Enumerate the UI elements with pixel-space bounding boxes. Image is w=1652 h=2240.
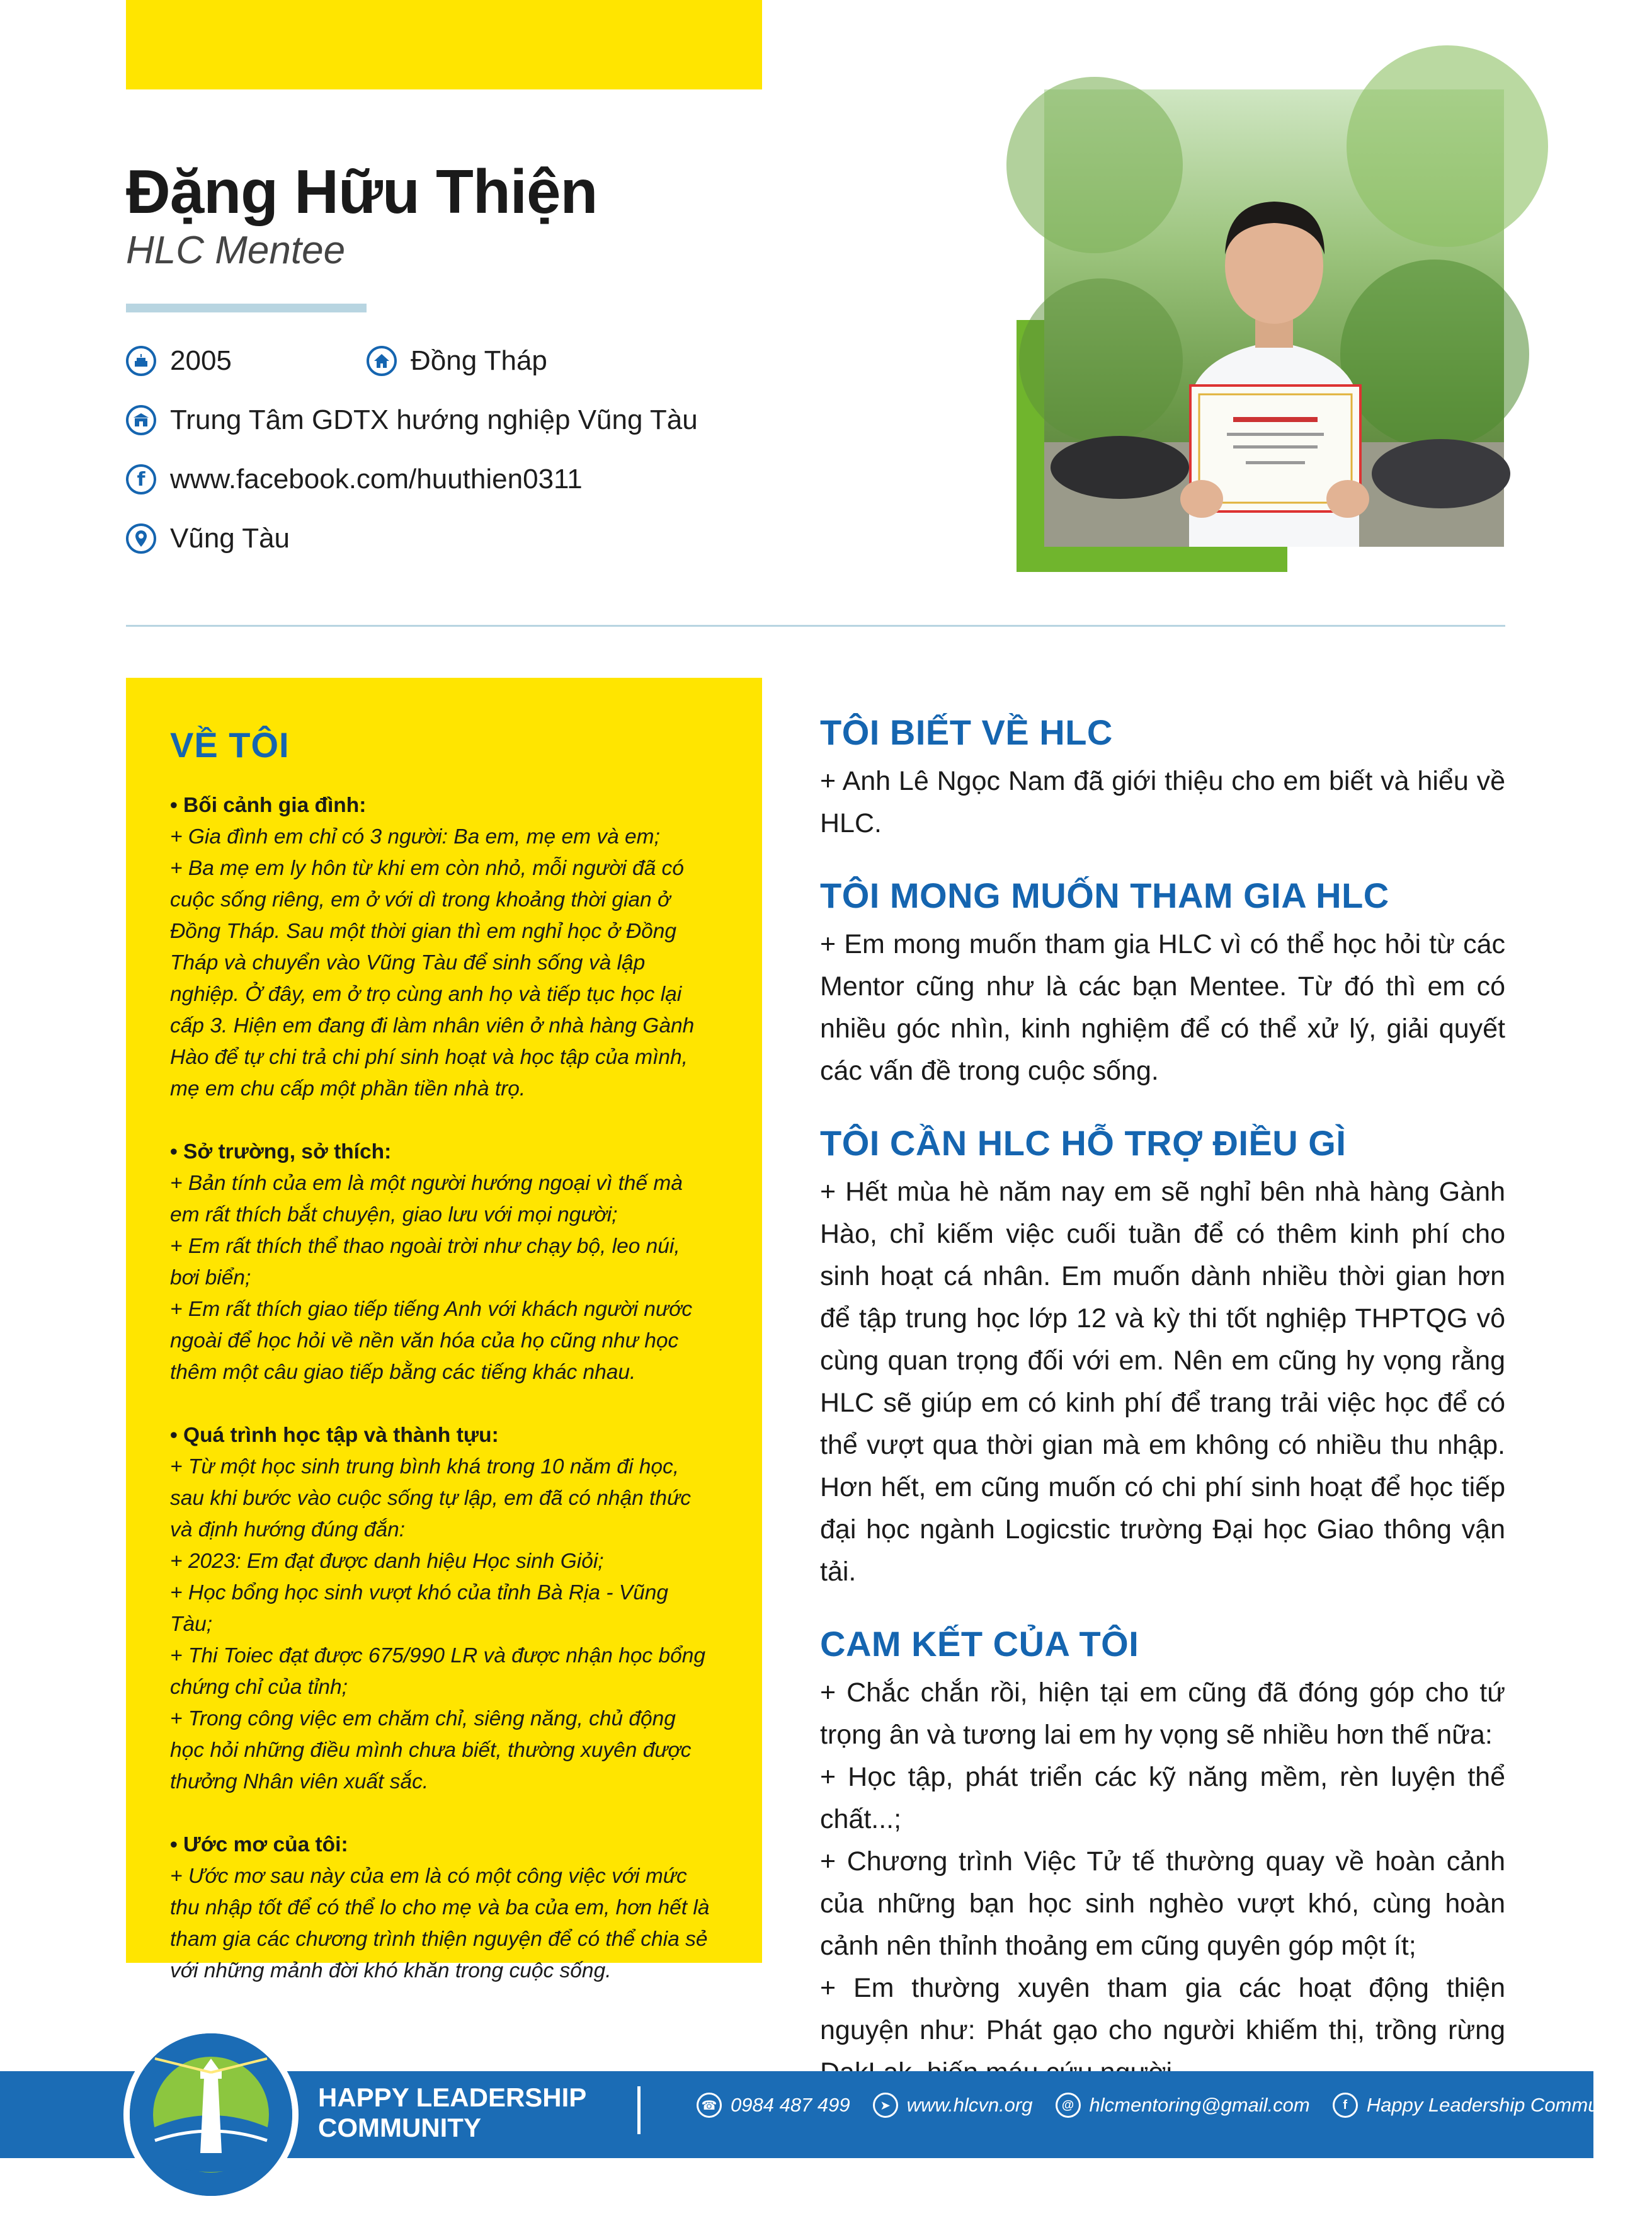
footer-website-text[interactable]: www.hlcvn.org [906,2094,1033,2116]
section-body-want-join [820,923,1505,1092]
about-section-heading: • Quá trình học tập và thành tựu: [170,1424,499,1447]
birth-year-text: 2005 [170,345,232,376]
footer-facebook-text[interactable]: Happy Leadership Community [1366,2094,1629,2116]
about-line: + Thi Toiec đạt được 675/990 LR và được nhận học bổng chứng chỉ của tỉnh; [170,1644,705,1699]
paragraph: + Chương trình Việc Tử tế thường quay về hoàn cảnh của những bạn học sinh nghèo vượt khó, cùng hoàn cảnh nên thỉnh thoảng em cũng quyên góp một ít; [820,1846,1505,1961]
home-icon [367,346,397,376]
about-line: + Em rất thích giao tiếp tiếng Anh với khách người nước ngoài để học hỏi về nền văn hóa của họ cũng như học thêm một câu giao tiếp bằng các tiếng khác nhau. [170,1298,693,1384]
footer-facebook[interactable] [1333,2093,1629,2118]
footer-org-line1: HAPPY LEADERSHIP [318,2083,587,2112]
about-section-heading: • Bối cảnh gia đình: [170,794,367,817]
about-line: + Ước mơ sau này của em là có một công việc với mức thu nhập tốt để có thể lo cho mẹ và ba của em, hơn hết là tham gia các chương trình thiện nguyện để có thể chia sẻ với những mảnh đời khó khăn trong cuộc sống. [170,1865,710,1982]
paragraph: + Em mong muốn tham gia HLC vì có thể học hỏi từ các Mentor cũng như là các bạn Mentee. Từ đó thì em có nhiều góc nhìn, kinh nghiệm để có thể xử lý, giải quyết các vấn đề trong cuộc sống. [820,929,1505,1086]
about-line: + Gia đình em chỉ có 3 người: Ba em, mẹ em và em; [170,825,660,849]
section-title-need-support: TÔI CẦN HLC HỖ TRỢ ĐIỀU GÌ [820,1123,1347,1163]
section-title-know-hlc: TÔI BIẾT VỀ HLC [820,712,1113,752]
footer-phone[interactable] [697,2093,850,2118]
location-text: Vũng Tàu [170,523,290,554]
footer-email[interactable] [1056,2093,1310,2118]
paragraph: + Em thường xuyên tham gia các hoạt động thiện nguyện như: Phát gạo cho người khiếm thị, trồng rừng [820,1973,1505,2045]
section-title-want-join: TÔI MONG MUỐN THAM GIA HLC [820,876,1389,915]
paragraph: + Anh Lê Ngọc Nam đã giới thiệu cho em biết và hiểu về HLC. [820,766,1505,838]
email-icon: @ [1056,2093,1081,2118]
about-line: + 2023: Em đạt được danh hiệu Học sinh Giỏi; [170,1550,604,1573]
facebook-link[interactable]: www.facebook.com/huuthien0311 [170,464,583,494]
hometown-text: Đồng Tháp [411,345,547,376]
hlc-logo [123,2027,299,2202]
info-location [126,523,290,554]
about-title: VỀ TÔI [170,725,290,765]
profile-photo [1044,89,1504,547]
header-divider [126,625,1505,627]
about-line: + Từ một học sinh trung bình khá trong 10 năm đi học, sau khi bước vào cuộc sống tự lập, em đã có nhận thức và định hướng đúng đắn: [170,1455,691,1541]
right-column [820,712,1505,2124]
about-line: + Ba mẹ em ly hôn từ khi em còn nhỏ, mỗi người đã có cuộc sống riêng, em ở với dì trong khoảng thời gian ở Đồng Tháp. Sau một thời gian thì em nghỉ học ở Đồng Tháp và chuyển vào Vũng Tàu để sinh sống và lập nghiệp. Ở đây, em ở trọ cùng anh họ và tiếp tục học lại cấp 3. Hiện em đang đi làm nhân viên ở nhà hàng Gành Hào để tự chi trả chi phí sinh hoạt và học tập của mình, mẹ em chu cấp một phần tiền nhà trọ. [170,857,695,1100]
profile-name: Đặng Hữu Thiện [126,157,598,226]
section-body-commitment [820,1672,1505,2094]
about-line: + Bản tính của em là một người hướng ngoại vì thế mà em rất thích bắt chuyện, giao lưu với mọi người; [170,1172,683,1226]
school-icon [126,405,156,435]
name-underline [126,304,367,312]
profile-role: HLC Mentee [126,229,346,272]
footer-org-name [318,2083,586,2143]
about-body [170,790,712,1987]
info-school [126,404,698,436]
info-birth-year [126,345,232,377]
footer-website[interactable] [873,2093,1033,2118]
facebook-icon: f [1333,2093,1358,2118]
section-title-commitment: CAM KẾT CỦA TÔI [820,1624,1139,1664]
section-body-know-hlc [820,760,1505,845]
school-text: Trung Tâm GDTX hướng nghiệp Vũng Tàu [170,404,698,435]
paragraph: + Học tập, phát triển các kỹ năng mềm, rèn luyện thể chất...; [820,1762,1505,1834]
paragraph: + Hết mùa hè năm nay em sẽ nghỉ bên nhà hàng Gành Hào, chỉ kiếm việc cuối tuần để có thêm kinh phí cho sinh hoạt cá nhân. Em muốn dành nhiều thời gian hơn để tập trung học lớp 12 và kỳ thi tốt nghiệp THPTQG vô cùng quan trọng đối với em. Nên em cũng hy vọng rằng HLC sẽ giúp em có kinh phí để trang trải việc học để có thể vượt qua thời gian mà em không có nhiều thu nhập. Hơn hết, em cũng muốn có chi phí sinh hoạt để học tiếp đại học ngành Logicstic trường Đại học Giao thông vận tải. [820,1177,1505,1587]
top-accent-bar [126,0,762,89]
about-line: + Học bổng học sinh vượt khó của tỉnh Bà Rịa - Vũng Tàu; [170,1581,669,1636]
footer-org-line2: COMMUNITY [318,2113,481,2142]
footer-email-text[interactable]: hlcmentoring@gmail.com [1089,2094,1310,2116]
footer-separator [637,2086,641,2134]
facebook-icon: f [126,464,156,494]
about-line: + Trong công việc em chăm chỉ, siêng năng, chủ động học hỏi những điều mình chưa biết, thường xuyên được thưởng Nhân viên xuất sắc. [170,1707,692,1793]
footer-contacts [697,2093,1652,2118]
info-facebook[interactable] [126,464,583,495]
about-section-heading: • Ước mơ của tôi: [170,1833,348,1856]
about-section-heading: • Sở trường, sở thích: [170,1140,392,1163]
about-line: + Em rất thích thể thao ngoài trời như chạy bộ, leo núi, bơi biển; [170,1235,680,1289]
paragraph: + Chắc chắn rồi, hiện tại em cũng đã đóng góp cho tứ trọng ân và tương lai em hy vọng sẽ nhiều hơn thế nữa: [820,1677,1505,1750]
info-hometown [367,345,547,377]
phone-icon: ☎ [697,2093,722,2118]
section-body-need-support [820,1171,1505,1593]
footer-phone-text[interactable]: 0984 487 499 [731,2094,850,2116]
location-pin-icon [126,523,156,554]
cake-icon [126,346,156,376]
cursor-icon: ➤ [873,2093,898,2118]
